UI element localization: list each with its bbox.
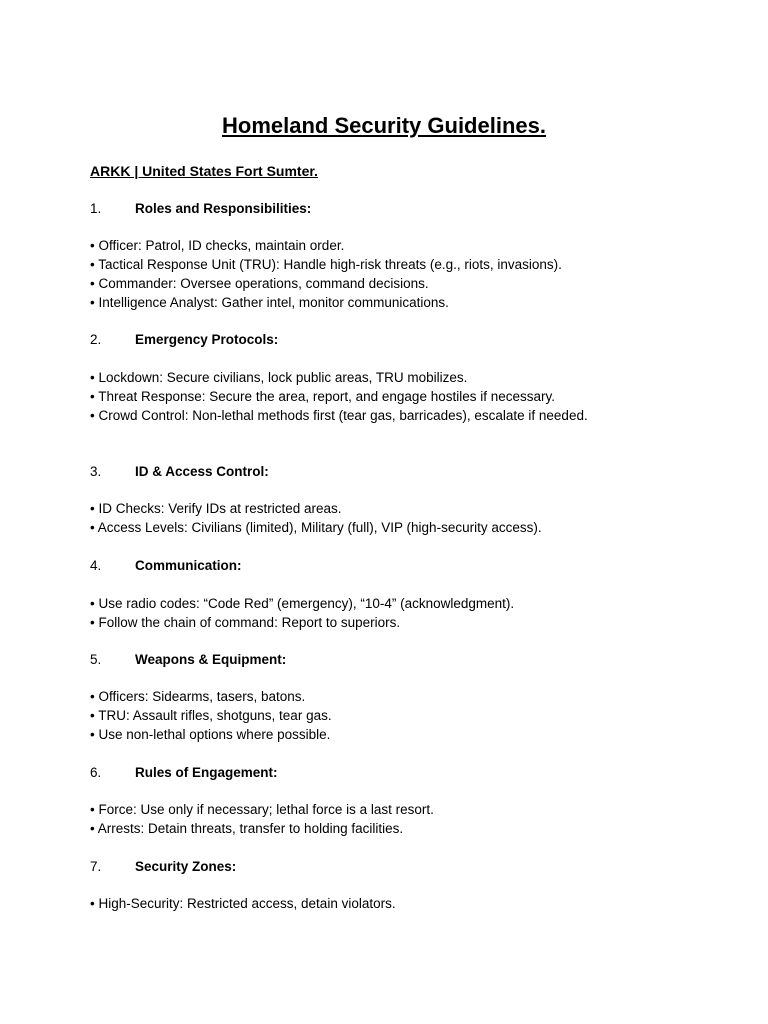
bullet-list <box>90 594 514 632</box>
list-item: • Officer: Patrol, ID checks, maintain order. <box>90 238 345 253</box>
list-item: • Follow the chain of command: Report to superiors. <box>90 615 401 630</box>
section-title: Communication: <box>135 558 242 573</box>
list-item: • High-Security: Restricted access, detain violators. <box>90 896 396 911</box>
section-heading <box>90 764 278 782</box>
bullet-list <box>90 687 332 744</box>
bullet-list <box>90 499 542 537</box>
section-title: Weapons & Equipment: <box>135 652 287 667</box>
section-number: 2. <box>90 332 102 347</box>
list-item: • TRU: Assault rifles, shotguns, tear gas. <box>90 708 332 723</box>
section-heading <box>90 651 286 669</box>
section-heading <box>90 858 236 876</box>
list-item: • Commander: Oversee operations, command decisions. <box>90 276 429 291</box>
list-item: • Use radio codes: “Code Red” (emergency), “10-4” (acknowledgment). <box>90 596 515 611</box>
bullet-list <box>90 368 588 425</box>
section-heading <box>90 331 278 349</box>
section-heading <box>90 200 311 218</box>
section-number: 3. <box>90 464 102 479</box>
section-heading <box>90 557 242 575</box>
list-item: • Threat Response: Secure the area, report, and engage hostiles if necessary. <box>90 389 555 404</box>
section-title: Rules of Engagement: <box>135 765 278 780</box>
section-number: 7. <box>90 859 102 874</box>
section-number: 4. <box>90 558 102 573</box>
list-item: • ID Checks: Verify IDs at restricted areas. <box>90 501 342 516</box>
list-item: • Officers: Sidearms, tasers, batons. <box>90 689 306 704</box>
list-item: • Crowd Control: Non-lethal methods first (tear gas, barricades), escalate if needed. <box>90 408 588 423</box>
list-item: • Arrests: Detain threats, transfer to holding facilities. <box>90 821 404 836</box>
list-item: • Access Levels: Civilians (limited), Military (full), VIP (high-security access). <box>90 520 542 535</box>
bullet-list <box>90 800 434 838</box>
section-heading <box>90 463 269 481</box>
section-title: Roles and Responsibilities: <box>135 201 312 216</box>
section-title: Emergency Protocols: <box>135 332 279 347</box>
list-item: • Force: Use only if necessary; lethal force is a last resort. <box>90 802 434 817</box>
section-number: 5. <box>90 652 102 667</box>
document-title: Homeland Security Guidelines. <box>222 113 546 138</box>
list-item: • Intelligence Analyst: Gather intel, monitor communications. <box>90 295 449 310</box>
bullet-list <box>90 894 396 913</box>
list-item: • Use non-lethal options where possible. <box>90 727 331 742</box>
section-title: Security Zones: <box>135 859 237 874</box>
section-title: ID & Access Control: <box>135 464 269 479</box>
bullet-list <box>90 236 562 312</box>
section-number: 1. <box>90 201 102 216</box>
section-number: 6. <box>90 765 102 780</box>
list-item: • Lockdown: Secure civilians, lock public areas, TRU mobilizes. <box>90 370 468 385</box>
list-item: • Tactical Response Unit (TRU): Handle high-risk threats (e.g., riots, invasions). <box>90 257 562 272</box>
document-subtitle: ARKK | United States Fort Sumter. <box>90 163 318 179</box>
